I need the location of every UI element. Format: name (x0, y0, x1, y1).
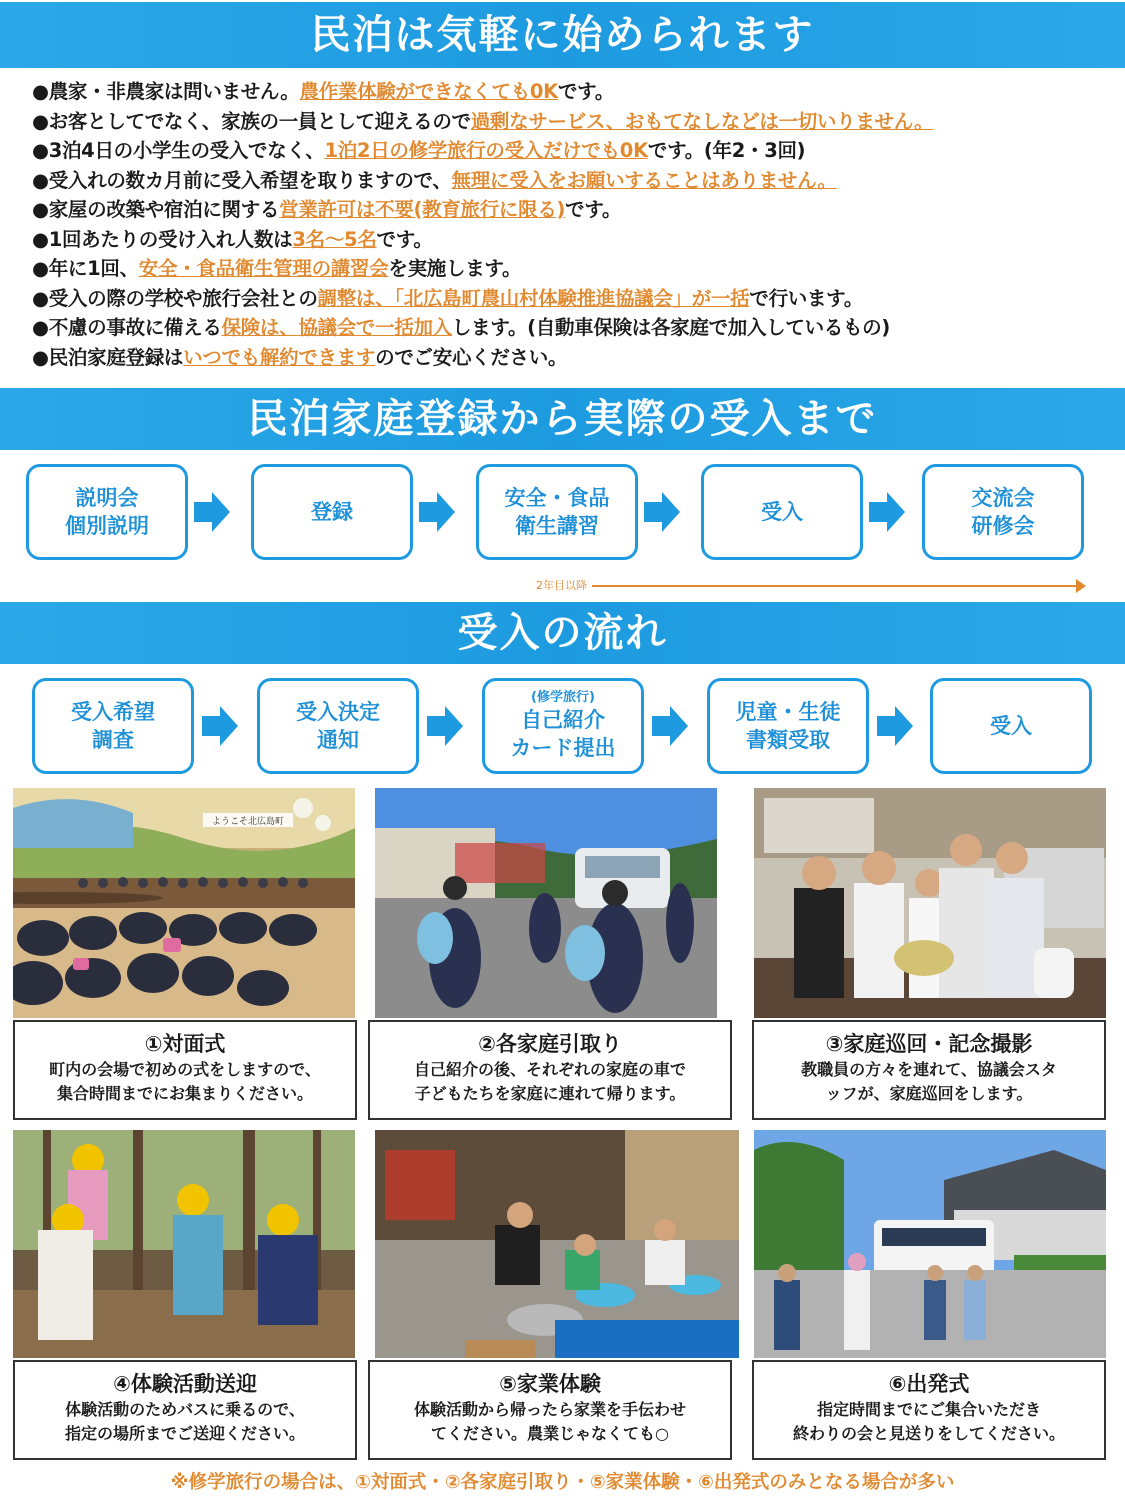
bullet-highlight: 1泊2日の修学旅行の受入だけでも0K (324, 139, 648, 162)
bullet-highlight: いつでも解約できます (183, 345, 376, 369)
bullet-text: ●不慮の事故に備える (32, 316, 222, 339)
title-banner: 民泊は気軽に始められます (0, 2, 1125, 68)
bullet-text: ●お客としてでなく、家族の一員として迎えるので (32, 109, 471, 133)
bullet-highlight: 調整は、「北広島町農山村体験推進協議会」が一括 (317, 286, 750, 310)
registration-step: 交流会 研修会 (922, 464, 1084, 560)
flow-step: 受入決定 通知 (257, 678, 419, 774)
arrow-right-icon (202, 706, 238, 746)
bullet-item (32, 343, 1102, 373)
bullet-item (32, 284, 1102, 314)
event-caption: ⑤家業体験 体験活動から帰ったら家業を手伝わせ てください。農業じゃなくても○ (368, 1360, 732, 1460)
bullet-item (32, 166, 1102, 196)
arrow-right-icon (869, 492, 905, 532)
arrow-right-icon (419, 492, 455, 532)
flow-step: 受入 (930, 678, 1092, 774)
bullet-text: します。(自動車保険は各家庭で加入しているもの) (451, 316, 890, 339)
footnote: ※修学旅行の場合は、①対面式・②各家庭引取り・⑤家業体験・⑥出発式のみとなる場合が多い (170, 1472, 955, 1493)
photo-ceremony (13, 788, 355, 1018)
arrow-right-icon (427, 706, 463, 746)
bullet-text: です。 (565, 198, 622, 221)
flow-banner: 受入の流れ (0, 602, 1125, 664)
bullet-item (32, 107, 1102, 137)
bullet-item (32, 313, 1102, 343)
second-year-line (592, 585, 1078, 587)
bullet-text: ●1回あたりの受け入れ人数は (32, 227, 293, 251)
bullet-text: ●民泊家庭登録は (32, 345, 184, 369)
bullet-list (32, 77, 1102, 372)
flow-step: 受入希望 調査 (32, 678, 194, 774)
bullet-text: ●農家・非農家は問いません。 (32, 80, 300, 103)
bullet-text: で行います。 (749, 286, 864, 310)
bullet-text: のでご安心ください。 (375, 345, 568, 369)
registration-banner: 民泊家庭登録から実際の受入まで (0, 388, 1125, 450)
photo-departure (754, 1130, 1106, 1360)
bullet-text: です。(年2・3回) (647, 139, 806, 162)
bullet-highlight: 過剰なサービス、おもてなしなどは一切いりません。 (470, 109, 934, 133)
svg-text:ようこそ北広島町: ようこそ北広島町 (211, 817, 285, 827)
bullet-highlight: 3名～5名 (292, 227, 377, 251)
event-caption: ④体験活動送迎 体験活動のためバスに乗るので、 指定の場所までご送迎ください。 (13, 1360, 357, 1460)
bullet-item (32, 254, 1102, 284)
second-year-note: 2年目以降 (536, 575, 1086, 595)
event-caption: ③家庭巡回・記念撮影 教職員の方々を連れて、協議会スタ ッフが、家庭巡回をします。 (752, 1020, 1106, 1120)
registration-step: 登録 (251, 464, 413, 560)
event-caption: ⑥出発式 指定時間までにご集合いただき 終わりの会と見送りをしてください。 (752, 1360, 1106, 1460)
arrow-head-icon (1076, 579, 1086, 593)
bullet-text: ●受入れの数カ月前に受入希望を取りますので、 (32, 168, 452, 192)
bullet-text: ●家屋の改築や宿泊に関する (32, 198, 280, 221)
bullet-text: です。 (557, 80, 615, 103)
photo-family-work (375, 1130, 739, 1360)
bullet-item (32, 77, 1102, 107)
arrow-right-icon (877, 706, 913, 746)
event-caption: ②各家庭引取り 自己紹介の後、それぞれの家庭の車で 子どもたちを家庭に連れて帰ります。 (368, 1020, 732, 1120)
photo-kitchen (754, 788, 1106, 1018)
photo-pickup (375, 788, 717, 1018)
bullet-item (32, 225, 1102, 255)
flow-step: (修学旅行) 自己紹介 カード提出 (482, 678, 644, 774)
registration-step: 説明会 個別説明 (26, 464, 188, 560)
arrow-right-icon (652, 706, 688, 746)
arrow-right-icon (194, 492, 230, 532)
flow-step: 児童・生徒 書類受取 (707, 678, 869, 774)
bullet-item (32, 136, 1102, 166)
event-caption: ①対面式 町内の会場で初めの式をしますので、 集合時間までにお集まりください。 (13, 1020, 357, 1120)
bullet-text: ●受入の際の学校や旅行会社との (32, 286, 318, 310)
bullet-text: です。 (376, 227, 433, 251)
registration-step: 安全・食品 衛生講習 (476, 464, 638, 560)
bullet-text: ●3泊4日の小学生の受入でなく、 (32, 139, 325, 162)
bullet-item (32, 195, 1102, 225)
bullet-highlight: 営業許可は不要(教育旅行に限る) (279, 198, 566, 221)
arrow-right-icon (644, 492, 680, 532)
bullet-text: ●年に1回、 (32, 257, 139, 280)
photo-forest (13, 1130, 355, 1360)
registration-step: 受入 (701, 464, 863, 560)
bullet-highlight: 安全・食品衛生管理の講習会 (138, 257, 389, 280)
bullet-highlight: 農作業体験ができなくても0K (299, 80, 558, 103)
bullet-highlight: 保険は、協議会で一括加入 (221, 316, 452, 339)
bullet-highlight: 無理に受入をお願いすることはありません。 (451, 168, 837, 192)
bullet-text: を実施します。 (388, 257, 522, 280)
